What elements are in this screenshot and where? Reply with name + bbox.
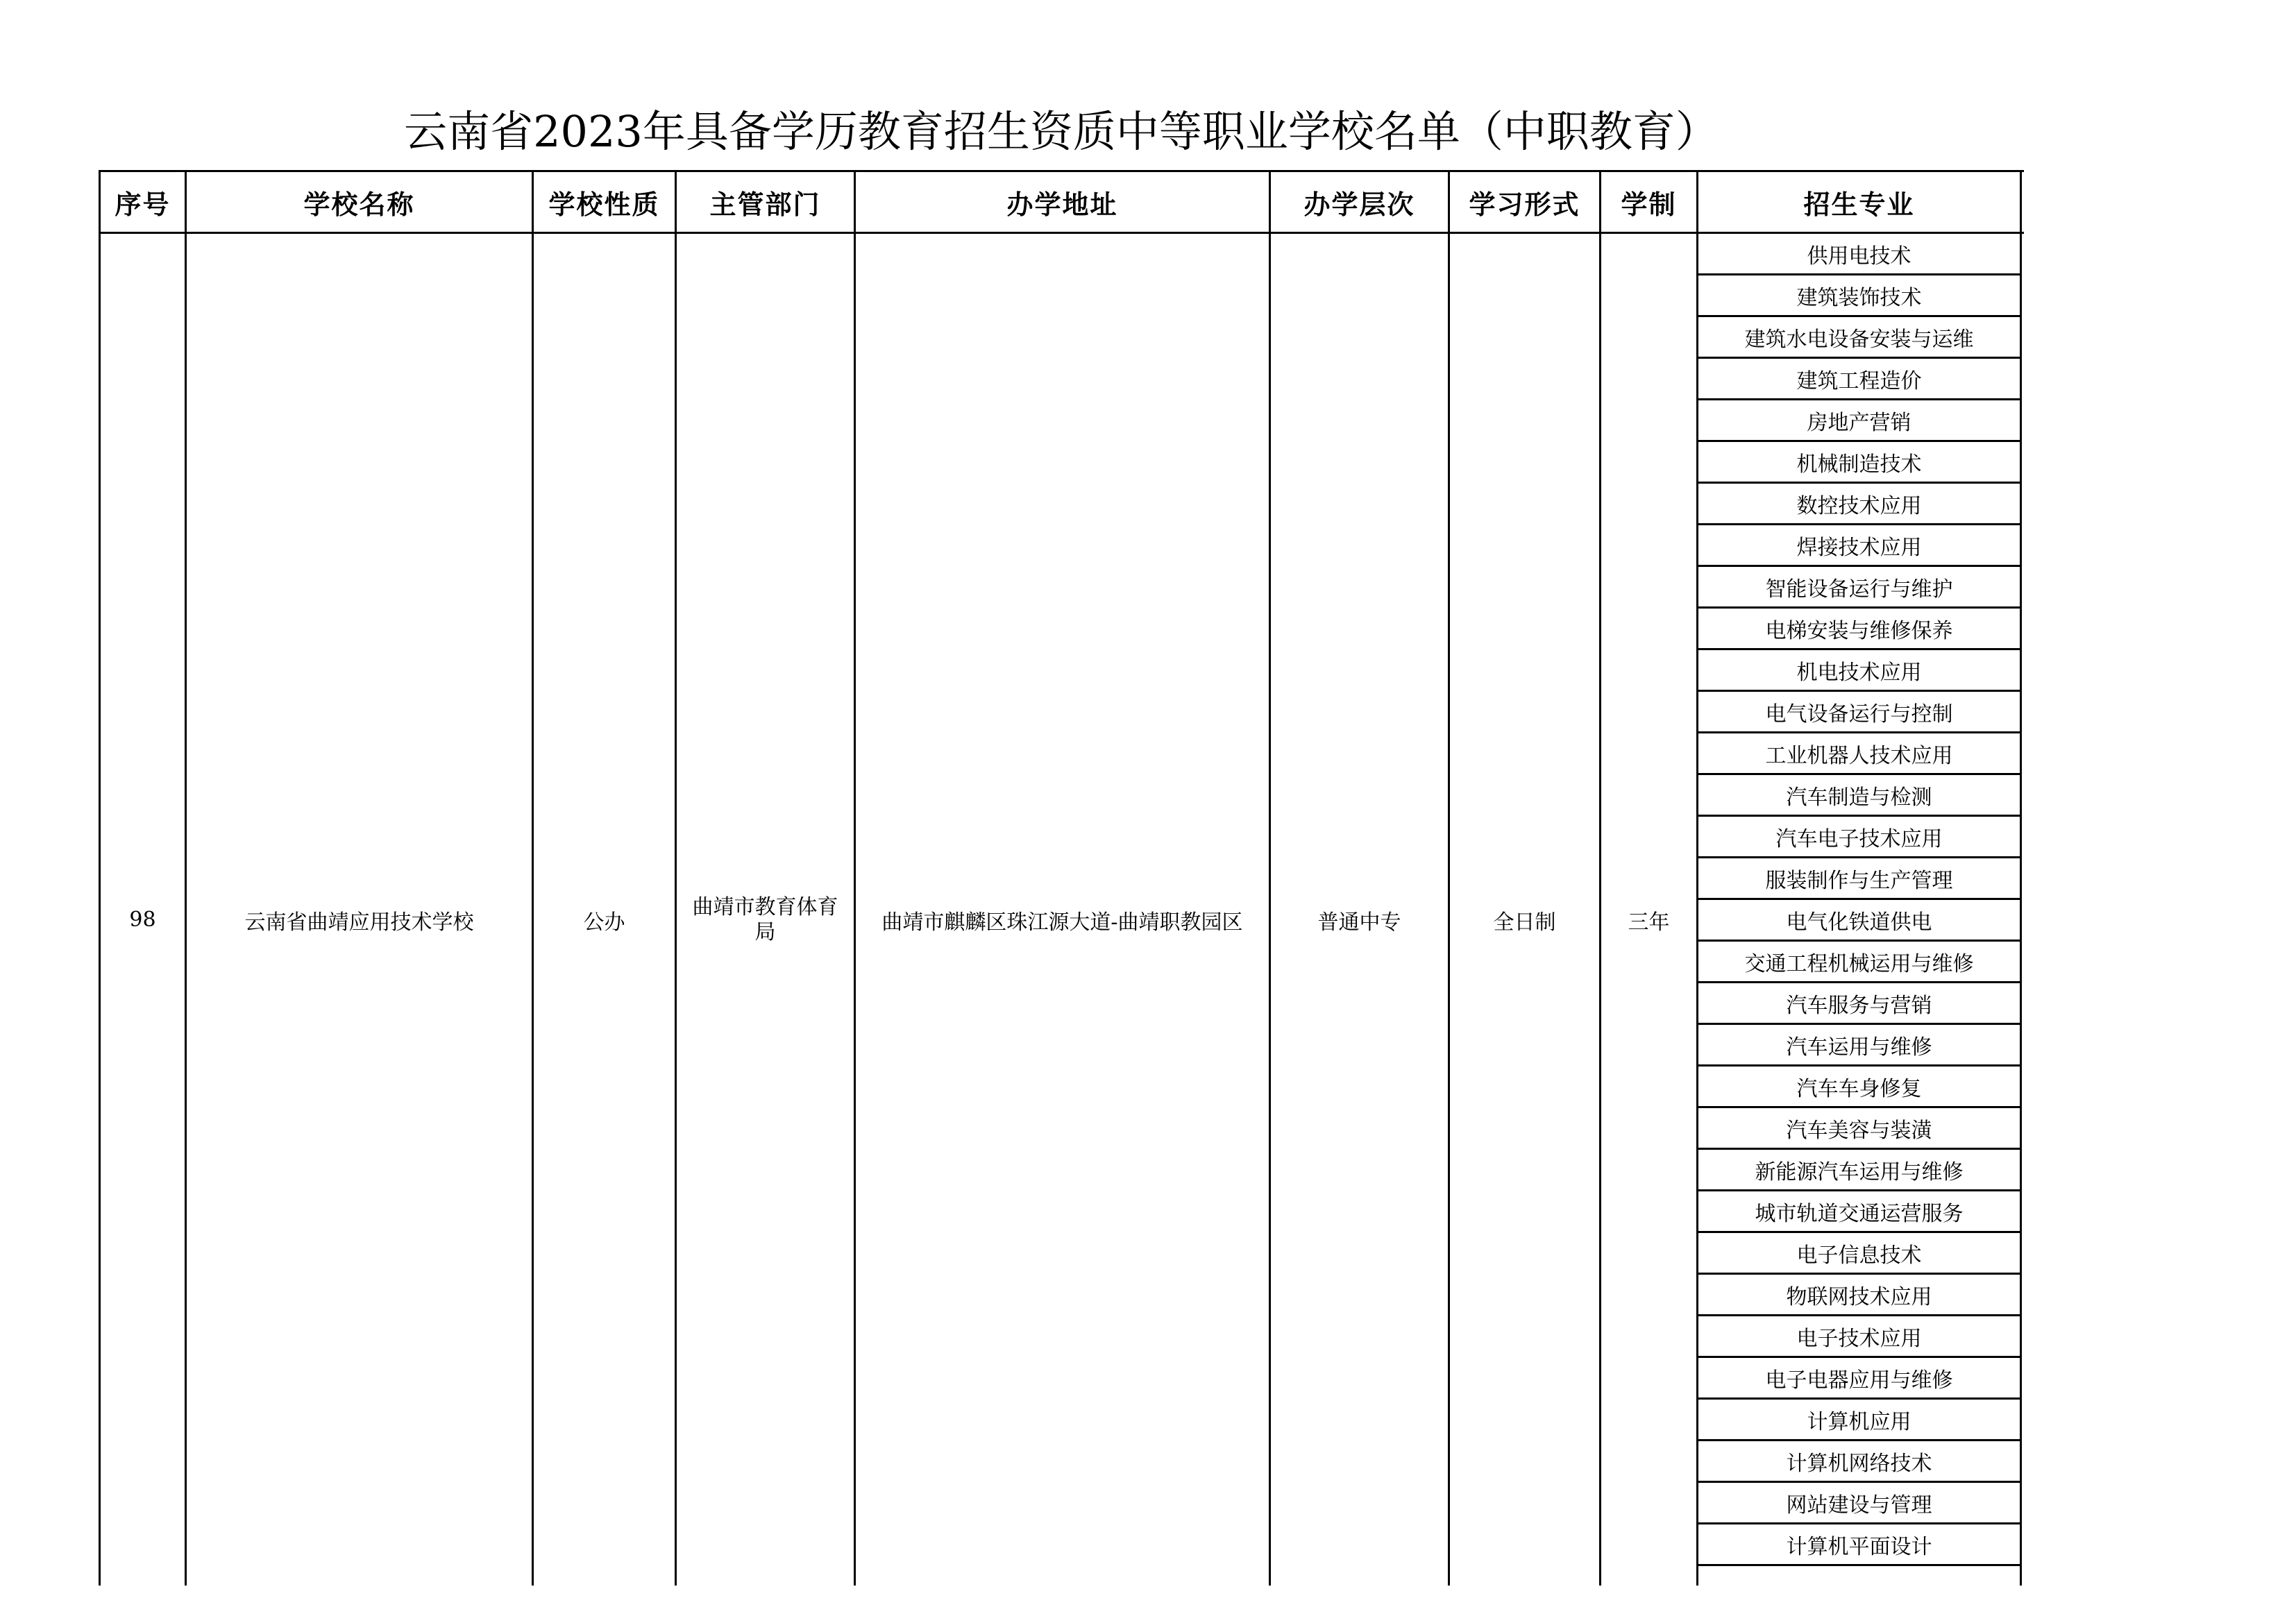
header-authority: 主管部门 [676,171,855,233]
major-item: 汽车车身修复 [1698,1066,2021,1107]
edge-spacer [2021,733,2025,774]
edge-spacer [2021,441,2025,483]
major-item: 建筑工程造价 [1698,358,2021,400]
edge-spacer [2021,1357,2025,1399]
edge-spacer [2021,1191,2025,1232]
edge-spacer [2021,691,2025,733]
edge-spacer [2021,1024,2025,1066]
edge-spacer [2021,1232,2025,1274]
major-item: 计算机网络技术 [1698,1441,2021,1482]
major-item: 电梯安装与维修保养 [1698,608,2021,649]
edge-spacer [2021,608,2025,649]
edge-spacer [2021,941,2025,983]
major-item: 机电技术应用 [1698,649,2021,691]
edge-spacer [2021,858,2025,899]
major-item: 建筑水电设备安装与运维 [1698,316,2021,358]
major-item: 汽车服务与营销 [1698,983,2021,1024]
major-item: 数控技术应用 [1698,483,2021,525]
major-item: 交通工程机械运用与维修 [1698,941,2021,983]
header-study-form: 学习形式 [1449,171,1601,233]
header-majors: 招生专业 [1698,171,2021,233]
major-item: 新能源汽车运用与维修 [1698,1149,2021,1191]
edge-spacer [2021,649,2025,691]
edge-spacer [2021,1399,2025,1441]
major-item: 服装制作与生产管理 [1698,858,2021,899]
major-item: 计算机应用 [1698,1399,2021,1441]
table-body [100,233,2025,1586]
edge-spacer [2021,774,2025,816]
edge-spacer [2021,275,2025,316]
major-item: 电子信息技术 [1698,1232,2021,1274]
edge-spacer [2021,400,2025,441]
major-item: 电气设备运行与控制 [1698,691,2021,733]
edge-spacer [2021,171,2025,233]
major-item: 电子技术应用 [1698,1316,2021,1357]
major-item: 工业机器人技术应用 [1698,733,2021,774]
major-item: 网站建设与管理 [1698,1482,2021,1524]
edge-spacer [2021,1149,2025,1191]
cell-school-nature: 公办 [533,233,676,1586]
header-duration: 学制 [1601,171,1698,233]
cell-authority: 曲靖市教育体育局 [676,233,855,1586]
edge-spacer [2021,233,2025,275]
school-list-table [99,170,2024,1586]
table-row [100,233,2025,275]
major-item: 供用电技术 [1698,233,2021,275]
major-item: 电气化铁道供电 [1698,899,2021,941]
cell-level: 普通中专 [1270,233,1449,1586]
edge-spacer [2021,899,2025,941]
major-item: 汽车美容与装潢 [1698,1107,2021,1149]
edge-spacer [2021,525,2025,566]
major-item-continuation [1698,1565,2021,1586]
major-item: 房地产营销 [1698,400,2021,441]
cell-duration: 三年 [1601,233,1698,1586]
edge-spacer [2021,1107,2025,1149]
edge-spacer [2021,1565,2025,1586]
edge-spacer [2021,1524,2025,1565]
edge-spacer [2021,1066,2025,1107]
major-item: 焊接技术应用 [1698,525,2021,566]
edge-spacer [2021,1316,2025,1357]
major-item: 智能设备运行与维护 [1698,566,2021,608]
edge-spacer [2021,566,2025,608]
cell-school-name: 云南省曲靖应用技术学校 [186,233,533,1586]
major-item: 建筑装饰技术 [1698,275,2021,316]
cell-seq: 98 [100,233,186,1586]
edge-spacer [2021,983,2025,1024]
edge-spacer [2021,1274,2025,1316]
header-school-name: 学校名称 [186,171,533,233]
edge-spacer [2021,1482,2025,1524]
header-address: 办学地址 [855,171,1270,233]
major-item: 汽车制造与检测 [1698,774,2021,816]
major-item: 城市轨道交通运营服务 [1698,1191,2021,1232]
edge-spacer [2021,358,2025,400]
major-item: 汽车电子技术应用 [1698,816,2021,858]
major-item: 物联网技术应用 [1698,1274,2021,1316]
major-item: 汽车运用与维修 [1698,1024,2021,1066]
major-item: 电子电器应用与维修 [1698,1357,2021,1399]
edge-spacer [2021,316,2025,358]
edge-spacer [2021,816,2025,858]
document-title: 云南省2023年具备学历教育招生资质中等职业学校名单（中职教育） [404,106,1719,157]
cell-address: 曲靖市麒麟区珠江源大道-曲靖职教园区 [855,233,1270,1586]
edge-spacer [2021,1441,2025,1482]
header-school-nature: 学校性质 [533,171,676,233]
header-row [100,171,2025,233]
header-level: 办学层次 [1270,171,1449,233]
major-item: 机械制造技术 [1698,441,2021,483]
header-seq: 序号 [100,171,186,233]
major-item: 计算机平面设计 [1698,1524,2021,1565]
cell-study-form: 全日制 [1449,233,1601,1586]
edge-spacer [2021,483,2025,525]
table-frame [99,170,2024,1586]
